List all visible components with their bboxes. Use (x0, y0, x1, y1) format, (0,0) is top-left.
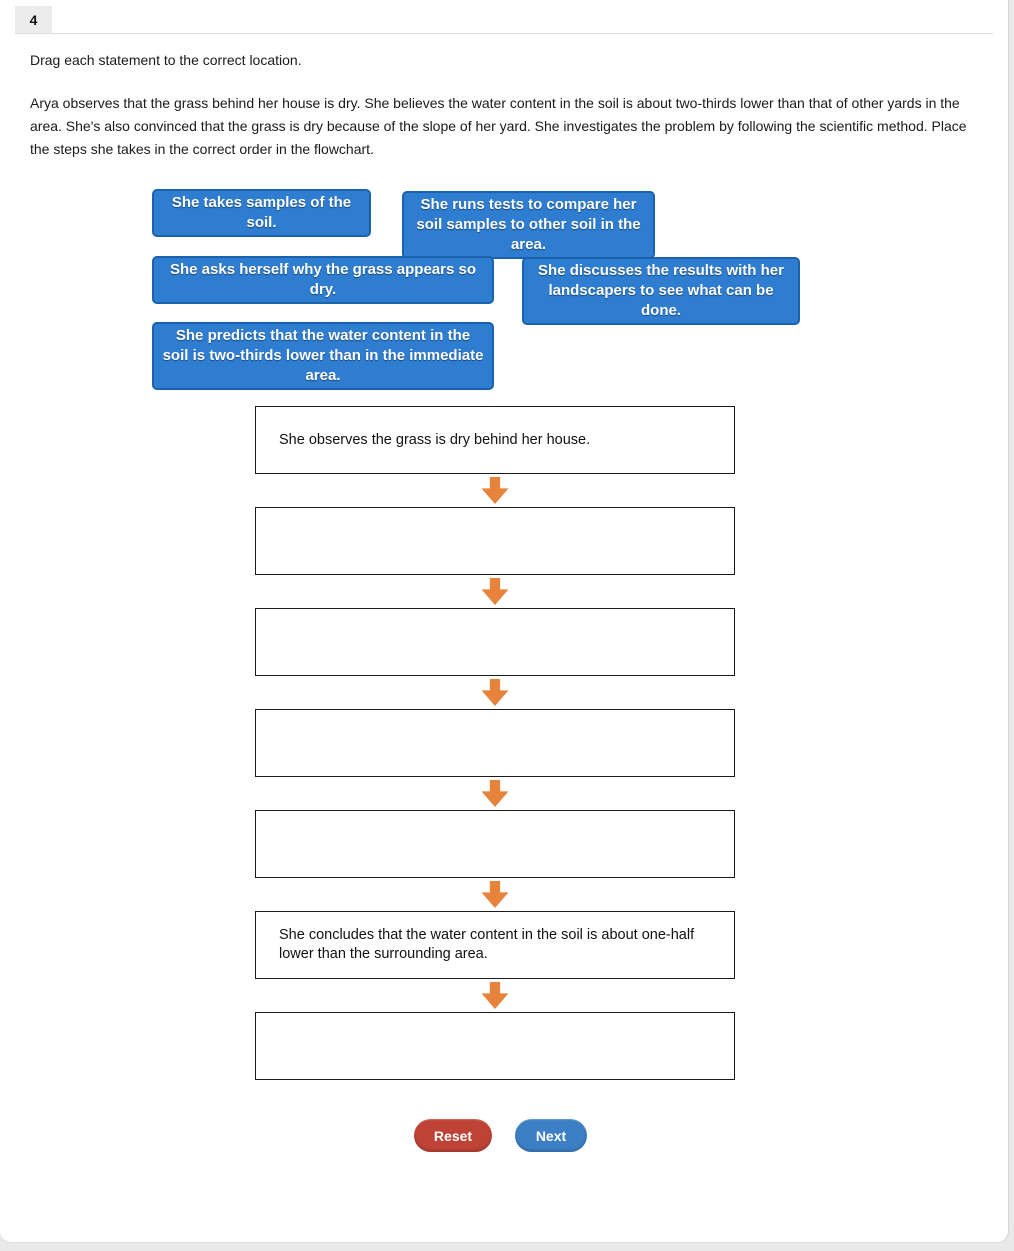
draggable-statement[interactable]: She discusses the results with her landscapers to see what can be done. (522, 257, 800, 325)
flowchart-step-6[interactable]: She concludes that the water content in the soil is about one-half lower than the surrounding area. (255, 911, 735, 979)
down-arrow-icon (482, 679, 509, 706)
flowchart-step-3-dropzone[interactable] (255, 608, 735, 676)
next-button[interactable]: Next (515, 1119, 587, 1152)
draggable-statement[interactable]: She asks herself why the grass appears so dry. (152, 256, 494, 304)
draggable-statement[interactable]: She predicts that the water content in the soil is two-thirds lower than in the immediate area. (152, 322, 494, 390)
instruction-text: Drag each statement to the correct location. (30, 52, 302, 68)
draggable-statement[interactable]: She takes samples of the soil. (152, 189, 371, 237)
flowchart-step-1[interactable]: She observes the grass is dry behind her house. (255, 406, 735, 474)
flowchart-step-5-dropzone[interactable] (255, 810, 735, 878)
down-arrow-icon (482, 881, 509, 908)
flowchart (255, 406, 735, 1080)
question-number-tab[interactable]: 4 (15, 6, 52, 33)
down-arrow-icon (482, 578, 509, 605)
down-arrow-icon (482, 477, 509, 504)
flowchart-step-4-dropzone[interactable] (255, 709, 735, 777)
flowchart-step-7-dropzone[interactable] (255, 1012, 735, 1080)
prompt-text: Arya observes that the grass behind her house is dry. She believes the water content in the soil is about two-thirds lower than that of other yards in the area. She's also convinced that the grass is dry because of the slope of her yard. She investigates the problem by following the scientific method. Place the steps she takes in the correct order in the flowchart. (30, 95, 967, 157)
down-arrow-icon (482, 780, 509, 807)
down-arrow-icon (482, 982, 509, 1009)
flowchart-step-2-dropzone[interactable] (255, 507, 735, 575)
draggable-statement[interactable]: She runs tests to compare her soil samples to other soil in the area. (402, 191, 655, 259)
reset-button[interactable]: Reset (414, 1119, 492, 1152)
tab-divider (15, 33, 993, 34)
